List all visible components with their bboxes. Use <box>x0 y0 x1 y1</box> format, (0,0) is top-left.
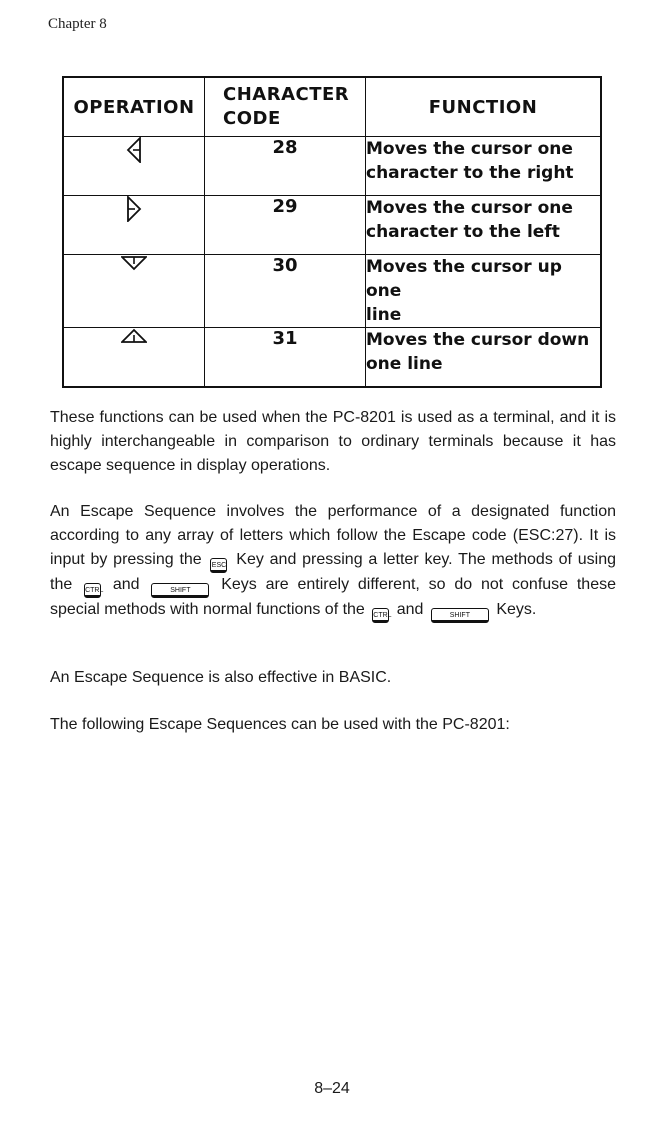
function-header: FUNCTION <box>366 77 602 137</box>
shift-key-icon: SHIFT <box>431 608 489 623</box>
code-cell: 28 <box>205 137 366 196</box>
function-cell <box>366 137 602 196</box>
table-row <box>63 255 601 328</box>
operation-header: OPERATION <box>63 77 205 137</box>
arrow-down-icon <box>121 255 147 271</box>
operation-cell <box>63 137 205 196</box>
esc-key-icon: ESC <box>210 558 227 573</box>
paragraph-text: Keys. <box>496 601 537 618</box>
shift-key-icon: SHIFT <box>151 583 209 598</box>
character-code-header-line2: CODE <box>223 108 281 129</box>
arrow-up-icon <box>121 328 147 344</box>
function-cell <box>366 328 602 388</box>
paragraph-terminal-functions: These functions can be used when the PC-8201 is used as a terminal, and it is highly interchangeable in comparison to ordinary terminals because it has escape sequence in display operations. <box>50 409 616 474</box>
function-line: Moves the cursor one <box>366 139 573 159</box>
chapter-header: Chapter 8 <box>48 16 107 32</box>
paragraph-following-sequences: The following Escape Sequences can be used with the PC-8201: <box>50 716 510 733</box>
function-line: Moves the cursor one <box>366 198 573 218</box>
function-line: Moves the cursor up one <box>366 257 562 301</box>
function-line: character to the right <box>366 163 574 183</box>
page-number: 8–24 <box>314 1080 350 1097</box>
function-cell <box>366 196 602 255</box>
ctrl-key-icon: CTRL <box>84 583 101 598</box>
table-row <box>63 196 601 255</box>
operation-cell <box>63 328 205 388</box>
code-cell: 29 <box>205 196 366 255</box>
code-cell: 31 <box>205 328 366 388</box>
function-line: one line <box>366 354 443 374</box>
arrow-right-icon <box>126 196 142 222</box>
code-cell: 30 <box>205 255 366 328</box>
paragraph-escape-sequence <box>50 500 616 623</box>
function-line: character to the left <box>366 222 560 242</box>
paragraph-text: An Escape Sequence involves the performance of a designated function according to any array of letters which follow the Escape code (ESC:27). It is input by pressing the <box>50 503 616 568</box>
paragraph-text: Keys are entirely different, so do not confuse these special methods with normal functions of the <box>50 576 616 618</box>
character-code-header <box>205 77 366 137</box>
operation-cell <box>63 196 205 255</box>
table-header-row <box>63 77 601 137</box>
table-row <box>63 137 601 196</box>
paragraph-basic: An Escape Sequence is also effective in BASIC. <box>50 669 392 686</box>
paragraph-text: Key and pressing a letter key. The methods of using the <box>50 551 616 593</box>
function-line: line <box>366 305 402 325</box>
table-row <box>63 328 601 388</box>
paragraph-text: and <box>396 601 424 618</box>
character-code-header-line1: CHARACTER <box>223 84 350 105</box>
function-line: Moves the cursor down <box>366 330 590 350</box>
arrow-left-icon <box>126 137 142 163</box>
operation-cell <box>63 255 205 328</box>
paragraph-text: and <box>112 576 140 593</box>
cursor-operations-table <box>62 76 602 388</box>
ctrl-key-icon: CTRL <box>372 608 389 623</box>
function-cell <box>366 255 602 328</box>
